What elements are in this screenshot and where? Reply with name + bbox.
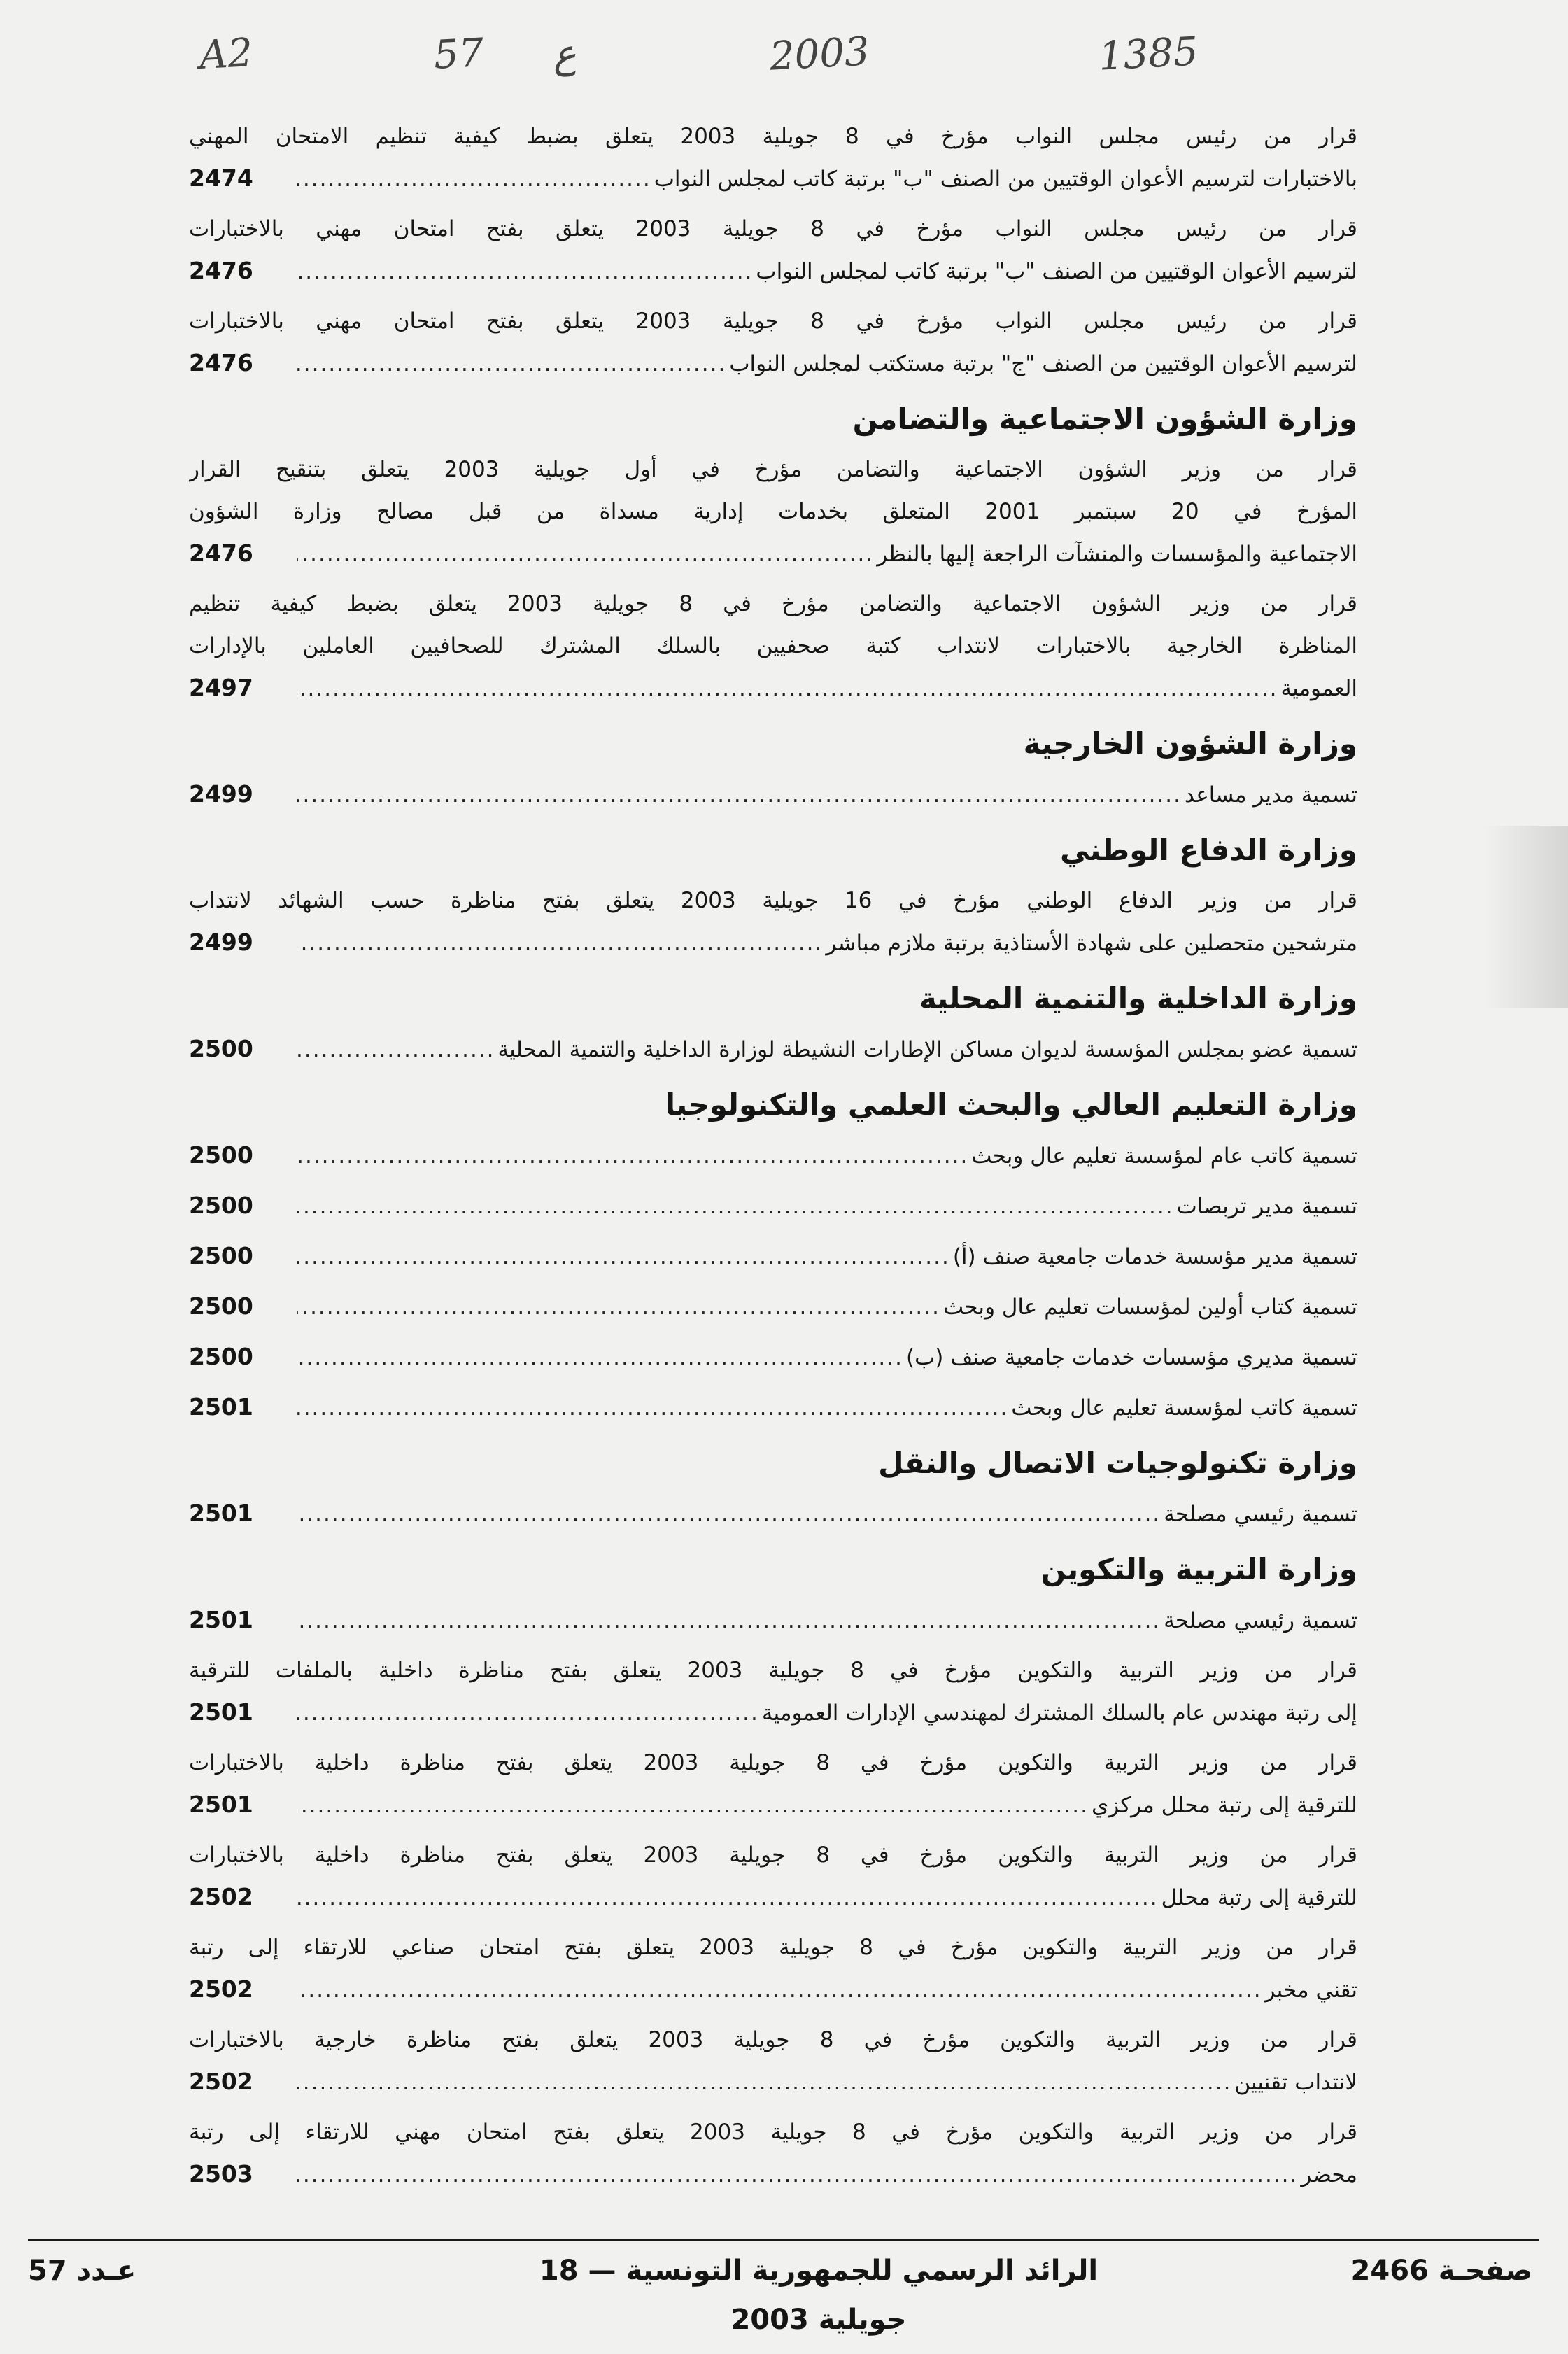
page-reference: 2502 [189, 1883, 253, 1910]
page-reference: 2476 [189, 349, 253, 376]
entry-final-line [189, 533, 1357, 575]
entry-text-line: قرار من وزير التربية والتكوين مؤرخ في 8 جويلية 2003 يتعلق بفتح مناظرة خارجية بالاختبارات [189, 2027, 1357, 2052]
entry-text: لترسيم الأعوان الوقتيين من الصنف "ب" برتبة كاتب لمجلس النواب [756, 259, 1357, 284]
handwritten-annotations [0, 31, 1568, 108]
entry-text: للترقية إلى رتبة محلل [1161, 1885, 1357, 1910]
entry-text-line: قرار من وزير التربية والتكوين مؤرخ في 8 جويلية 2003 يتعلق بفتح امتحان مهني للارتقاء إلى رتبة [189, 2120, 1357, 2145]
entry-final-line [189, 1285, 1357, 1327]
entry-final-line [189, 1876, 1357, 1918]
handwritten-note: 1385 [1097, 29, 1200, 80]
entry-text: مترشحين متحصلين على شهادة الأستاذية برتبة ملازم مباشر [826, 931, 1357, 956]
page-reference: 2501 [189, 1500, 253, 1527]
toc-entry [189, 300, 1357, 384]
entry-text: بالاختبارات لترسيم الأعوان الوقتيين من الصنف "ب" برتبة كاتب لمجلس النواب [654, 167, 1357, 192]
page-reference: 2500 [189, 1292, 253, 1320]
dot-leader [297, 1387, 1008, 1429]
dot-leader [297, 1969, 1262, 2011]
handwritten-note: ع [551, 31, 578, 78]
handwritten-note: 2003 [768, 29, 871, 80]
entry-text-line: قرار من وزير التربية والتكوين مؤرخ في 8 جويلية 2003 يتعلق بفتح مناظرة داخلية بالملفات للترقية [189, 1658, 1357, 1683]
page-reference: 2503 [189, 2160, 253, 2187]
dot-leader [297, 2154, 1298, 2196]
toc-entry [189, 1386, 1357, 1428]
scan-shadow [1484, 826, 1568, 1008]
toc-entry [189, 1599, 1357, 1641]
toc-entry [189, 583, 1357, 709]
entry-final-line [189, 1028, 1357, 1070]
entry-final-line [189, 667, 1357, 709]
entry-final-line [189, 1493, 1357, 1535]
entry-text-line: قرار من وزير الشؤون الاجتماعية والتضامن مؤرخ في 8 جويلية 2003 يتعلق بضبط كيفية تنظيم [189, 591, 1357, 616]
page-reference: 2476 [189, 257, 253, 284]
dot-leader [297, 774, 1182, 816]
entry-text: العمومية [1280, 676, 1357, 701]
entry-text: تسمية عضو بمجلس المؤسسة لديوان مساكن الإطارات النشيطة لوزارة الداخلية والتنمية المحلية [497, 1037, 1357, 1062]
entry-text: تسمية مدير مساعد [1185, 782, 1357, 808]
toc-entry [189, 2111, 1357, 2195]
entry-final-line [189, 1784, 1357, 1826]
toc-entry [189, 1134, 1357, 1176]
entry-text: تسمية مدير مؤسسة خدمات جامعية صنف (أ) [952, 1244, 1357, 1269]
dot-leader [297, 533, 874, 575]
toc-entry [189, 880, 1357, 964]
toc-entry [189, 115, 1357, 199]
entry-final-line [189, 1185, 1357, 1227]
entry-text: تسمية رئيسي مصلحة [1164, 1502, 1357, 1527]
entry-text-line: المؤرخ في 20 سبتمبر 2001 المتعلق بخدمات إدارية مسداة من قبل مصالح وزارة الشؤون [189, 499, 1357, 524]
page-footer [28, 2246, 1532, 2336]
issue-number: عـدد 57 [28, 2255, 136, 2287]
dot-leader [297, 343, 726, 385]
dot-leader [297, 1135, 968, 1177]
entry-final-line [189, 157, 1357, 199]
dot-leader [297, 1877, 1159, 1919]
page-reference: 2500 [189, 1192, 253, 1219]
handwritten-note: 57 [432, 30, 485, 78]
page-reference: 2501 [189, 1791, 253, 1818]
entry-final-line [189, 1968, 1357, 2010]
page-reference: 2501 [189, 1393, 253, 1421]
ministry-heading: وزارة الدفاع الوطني [1060, 833, 1357, 867]
entry-final-line [189, 1235, 1357, 1277]
entry-final-line [189, 250, 1357, 292]
entry-text: تسمية كتاب أولين لمؤسسات تعليم عال وبحث [942, 1295, 1357, 1320]
entry-text: لترسيم الأعوان الوقتيين من الصنف "ج" برتبة مستكتب لمجلس النواب [729, 351, 1357, 376]
dot-leader [297, 158, 651, 200]
ministry-heading: وزارة الشؤون الخارجية [1023, 726, 1357, 761]
entry-text-line: المناظرة الخارجية بالاختبارات لانتداب كتبة صحفيين بالسلك المشترك للصحافيين العاملين بالإدارات [189, 633, 1357, 658]
entry-final-line [189, 1599, 1357, 1641]
dot-leader [297, 1692, 759, 1734]
toc-entry [189, 1834, 1357, 1918]
entry-final-line [189, 2153, 1357, 2195]
entry-text-line: قرار من وزير التربية والتكوين مؤرخ في 8 جويلية 2003 يتعلق بفتح مناظرة داخلية بالاختبارات [189, 1842, 1357, 1868]
page-reference: 2497 [189, 674, 253, 701]
entry-text-line: قرار من رئيس مجلس النواب مؤرخ في 8 جويلية 2003 يتعلق بفتح امتحان مهني بالاختبارات [189, 216, 1357, 241]
dot-leader [297, 1493, 1161, 1535]
toc-entry [189, 1649, 1357, 1733]
toc-entry [189, 1493, 1357, 1535]
toc-entry [189, 1742, 1357, 1826]
dot-leader [297, 1600, 1161, 1642]
entry-text-line: قرار من رئيس مجلس النواب مؤرخ في 8 جويلية 2003 يتعلق بضبط كيفية تنظيم الامتحان المهني [189, 124, 1357, 149]
dot-leader [297, 251, 753, 293]
page-reference: 2499 [189, 780, 253, 808]
entry-text: محضر [1301, 2162, 1357, 2187]
toc-entry [189, 1235, 1357, 1277]
dot-leader [297, 1286, 940, 1328]
page-reference: 2500 [189, 1242, 253, 1269]
page-reference: 2499 [189, 929, 253, 956]
page-number: صفحـة 2466 [1350, 2255, 1532, 2287]
entry-final-line [189, 1691, 1357, 1733]
page-reference: 2501 [189, 1606, 253, 1633]
entry-text-line: قرار من وزير التربية والتكوين مؤرخ في 8 جويلية 2003 يتعلق بفتح امتحان صناعي للارتقاء إلى رتبة [189, 1935, 1357, 1960]
ministry-heading: وزارة الداخلية والتنمية المحلية [919, 981, 1357, 1015]
dot-leader [297, 2061, 1231, 2103]
toc-entry [189, 208, 1357, 292]
entry-final-line [189, 2061, 1357, 2103]
entry-text: للترقية إلى رتبة محلل مركزي [1091, 1793, 1357, 1818]
entry-final-line [189, 342, 1357, 384]
dot-leader [297, 668, 1278, 710]
page-reference: 2500 [189, 1035, 253, 1062]
entry-final-line [189, 773, 1357, 815]
page-reference: 2501 [189, 1698, 253, 1726]
entry-text-line: قرار من وزير التربية والتكوين مؤرخ في 8 جويلية 2003 يتعلق بفتح مناظرة داخلية بالاختبارات [189, 1750, 1357, 1775]
entry-text: تسمية مديري مؤسسات خدمات جامعية صنف (ب) [905, 1345, 1357, 1370]
ministry-heading: وزارة الشؤون الاجتماعية والتضامن [852, 402, 1357, 436]
entry-text-line: قرار من وزير الدفاع الوطني مؤرخ في 16 جويلية 2003 يتعلق بفتح مناظرة حسب الشهائد لانتداب [189, 888, 1357, 913]
page-reference: 2502 [189, 2068, 253, 2095]
page-reference: 2500 [189, 1141, 253, 1169]
entry-final-line [189, 1386, 1357, 1428]
entry-text: تسمية رئيسي مصلحة [1164, 1608, 1357, 1633]
toc-entry [189, 1926, 1357, 2010]
handwritten-note: A2 [198, 30, 254, 78]
toc-entry [189, 1028, 1357, 1070]
table-of-contents [189, 115, 1357, 2204]
page-reference: 2502 [189, 1975, 253, 2003]
entry-text: إلى رتبة مهندس عام بالسلك المشترك لمهندسي الإدارات العمومية [761, 1700, 1357, 1726]
dot-leader [297, 1236, 950, 1278]
ministry-heading: وزارة تكنولوجيات الاتصال والنقل [878, 1446, 1357, 1480]
entry-final-line [189, 1336, 1357, 1378]
dot-leader [297, 1029, 495, 1071]
entry-text: تسمية كاتب عام لمؤسسة تعليم عال وبحث [971, 1143, 1357, 1169]
footer-rule [28, 2239, 1539, 2241]
journal-title: الرائد الرسمي للجمهورية التونسية — 18 جويلية 2003 [539, 2255, 1099, 2336]
entry-text: تسمية كاتب لمؤسسة تعليم عال وبحث [1011, 1395, 1357, 1421]
entry-text-line: قرار من رئيس مجلس النواب مؤرخ في 8 جويلية 2003 يتعلق بفتح امتحان مهني بالاختبارات [189, 309, 1357, 334]
toc-entry [189, 1336, 1357, 1378]
toc-entry [189, 773, 1357, 815]
ministry-heading: وزارة التعليم العالي والبحث العلمي والتكنولوجيا [665, 1087, 1357, 1122]
toc-entry [189, 449, 1357, 575]
entry-text: تسمية مدير تربصات [1176, 1194, 1357, 1219]
dot-leader [297, 922, 823, 964]
dot-leader [297, 1185, 1174, 1227]
toc-entry [189, 1285, 1357, 1327]
entry-final-line [189, 922, 1357, 964]
ministry-heading: وزارة التربية والتكوين [1040, 1552, 1357, 1586]
entry-text: تقني مخبر [1264, 1978, 1357, 2003]
entry-text-line: قرار من وزير الشؤون الاجتماعية والتضامن مؤرخ في أول جويلية 2003 يتعلق بتنقيح القرار [189, 457, 1357, 482]
toc-entry [189, 1185, 1357, 1227]
entry-final-line [189, 1134, 1357, 1176]
page-reference: 2476 [189, 540, 253, 567]
page-reference: 2474 [189, 164, 253, 192]
dot-leader [297, 1784, 1089, 1826]
page-reference: 2500 [189, 1343, 253, 1370]
dot-leader [297, 1337, 903, 1379]
toc-entry [189, 2019, 1357, 2103]
entry-text: لانتداب تقنيين [1234, 2070, 1357, 2095]
entry-text: الاجتماعية والمؤسسات والمنشآت الراجعة إليها بالنظر [877, 542, 1357, 567]
